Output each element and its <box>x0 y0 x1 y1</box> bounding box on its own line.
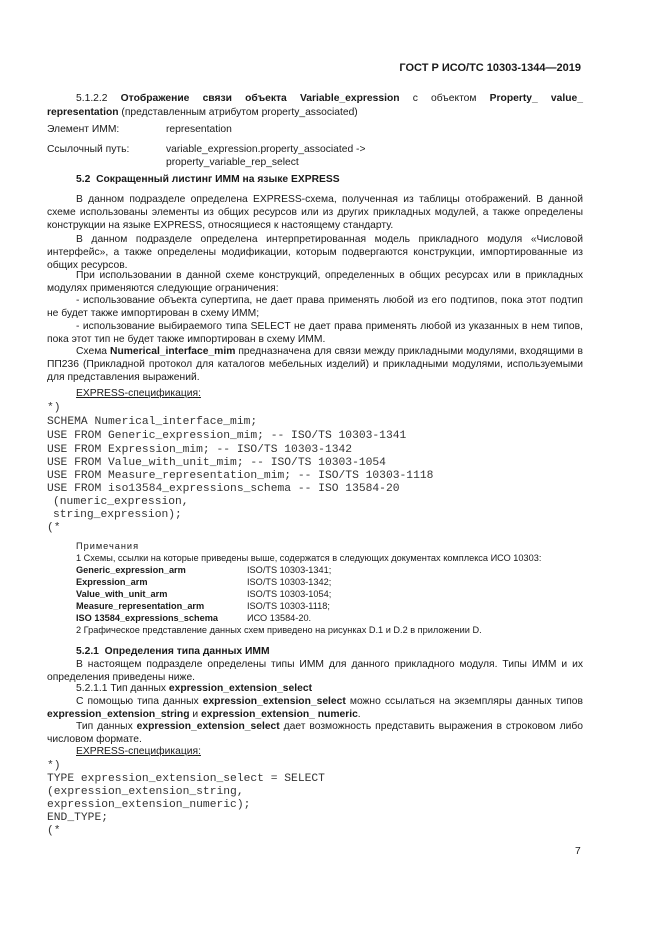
element-label: Элемент ИММ: <box>47 124 120 135</box>
standard-header: ГОСТ Р ИСО/ТС 10303-1344—2019 <box>399 62 581 74</box>
code-line: TYPE expression_extension_select = SELECT <box>47 773 325 785</box>
paragraph: - использование выбираемого типа SELECT не дает права применять любой из указанных в нем типов, пока этот тип не будет также импортирован в схему ИММ. <box>47 321 583 346</box>
code-line: (* <box>47 825 61 837</box>
code-line: *) <box>47 760 61 772</box>
note-schema-name: Measure_representation_arm <box>76 601 205 611</box>
code-line: USE FROM Value_with_unit_mim; -- ISO/TS 10303-1054 <box>47 457 386 469</box>
note-schema-doc: ISO/TS 10303-1118; <box>247 601 330 611</box>
paragraph: В данном подразделе определена интерпретированная модель прикладного модуля «Числовой интерфейс», а также определены модификации, которым подвергаются конструкции, импортированные из общих ресурсов. <box>47 234 583 272</box>
code-line: END_TYPE; <box>47 812 109 824</box>
note-schema-doc: ISO/TS 10303-1054; <box>247 589 332 599</box>
section-5-1-2-2-heading-cont: representation (представленным атрибутом property_associated) <box>47 107 358 118</box>
paragraph: Схема Numerical_interface_mim предназначена для связи между прикладными модулями, входящими в ПП236 (Прикладной протокол для каталогов мебельных изделий) и прикладными модулями, используемыми для представления выражений. <box>47 346 583 384</box>
note-schema-doc: ISO/TS 10303-1342; <box>247 577 332 587</box>
paragraph: С помощью типа данных expression_extension_select можно ссылаться на экземпляры данных типов expression_extension_string и expression_extension_ numeric. <box>47 696 583 721</box>
element-value: representation <box>166 124 232 135</box>
paragraph: В данном подразделе определена EXPRESS-схема, полученная из таблицы отображений. В данной схеме использованы элементы из общих ресурсов или из других прикладных модулей, а также определены конструкции на языке EXPRESS, относящиеся к настоящему стандарту. <box>47 194 583 232</box>
note-schema-doc: ISO/TS 10303-1341; <box>247 565 332 575</box>
code-line: USE FROM Generic_expression_mim; -- ISO/TS 10303-1341 <box>47 430 407 442</box>
code-line: USE FROM Measure_representation_mim; -- ISO/TS 10303-1118 <box>47 470 434 482</box>
note-schema-name: ISO 13584_expressions_schema <box>76 613 218 623</box>
paragraph: При использовании в данной схеме конструкций, определенных в общих ресурсах или в прикладных модулях применяются следующие ограничения: <box>47 270 583 295</box>
section-number: 5.1.2.2 <box>76 93 108 104</box>
ref-path-line-2: property_variable_rep_select <box>166 157 299 168</box>
code-line: expression_extension_numeric); <box>47 799 251 811</box>
section-5-2-1-1-heading: 5.2.1.1 Тип данных expression_extension_select <box>76 683 313 694</box>
code-line: (expression_extension_string, <box>47 786 244 798</box>
section-5-1-2-2-heading: 5.1.2.2 Отображение связи объекта Variable_expression с объектом Property_ value_ <box>76 93 583 104</box>
paragraph: В настоящем подразделе определены типы ИММ для данного прикладного модуля. Типы ИММ и их определения приведены ниже. <box>47 659 583 684</box>
code-line: string_expression); <box>53 509 182 521</box>
notes-title: Примечания <box>76 541 140 551</box>
note-schema-name: Value_with_unit_arm <box>76 589 168 599</box>
paragraph: Тип данных expression_extension_select дает возможность представить выражения в строковом либо числовом формате. <box>47 721 583 746</box>
note-1: 1 Схемы, ссылки на которые приведены выше, содержатся в следующих документах комплекса ИСО 10303: <box>76 553 542 563</box>
note-2: 2 Графическое представление данных схем приведено на рисунках D.1 и D.2 в приложении D. <box>76 625 482 635</box>
page-number: 7 <box>575 846 581 857</box>
express-spec-label: EXPRESS-спецификация: <box>76 388 201 399</box>
code-line: SCHEMA Numerical_interface_mim; <box>47 416 258 428</box>
express-spec-label: EXPRESS-спецификация: <box>76 746 201 757</box>
code-line: (numeric_expression, <box>53 496 189 508</box>
section-5-2-heading: 5.2 Сокращенный листинг ИММ на языке EXPRESS <box>76 174 340 185</box>
note-schema-doc: ИСО 13584-20. <box>247 613 312 623</box>
code-line: USE FROM iso13584_expressions_schema -- ISO 13584-20 <box>47 483 400 495</box>
code-line: USE FROM Expression_mim; -- ISO/TS 10303-1342 <box>47 444 353 456</box>
code-line: (* <box>47 522 61 534</box>
note-schema-name: Generic_expression_arm <box>76 565 186 575</box>
ref-path-line-1: variable_expression.property_associated -> <box>166 144 366 155</box>
note-schema-name: Expression_arm <box>76 577 148 587</box>
paragraph: - использование объекта супертипа, не дает права применять любой из его подтипов, пока этот подтип не будет также импортирован в схему ИММ; <box>47 295 583 320</box>
ref-path-label: Ссылочный путь: <box>47 144 130 155</box>
section-5-2-1-heading: 5.2.1 Определения типа данных ИММ <box>76 646 270 657</box>
code-line: *) <box>47 402 61 414</box>
